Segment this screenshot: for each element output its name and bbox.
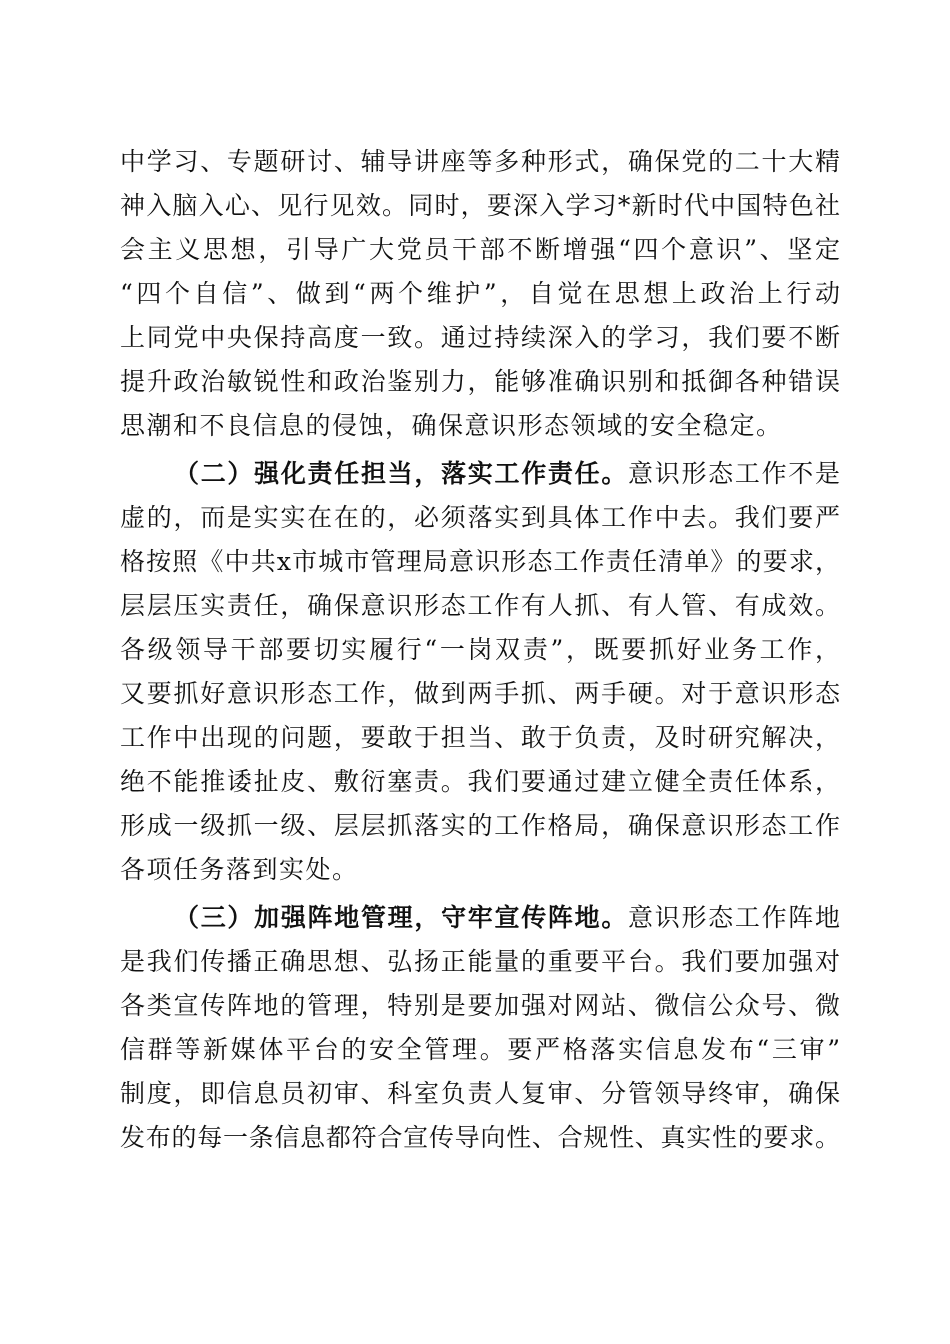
paragraph-2-line: 各项任务落到实处。	[120, 855, 359, 884]
section-heading-3: （三）加强阵地管理，守牢宣传阵地。	[174, 903, 629, 932]
paragraph-1-line: 思潮和不良信息的侵蚀，确保意识形态领域的安全稳定。	[120, 411, 783, 440]
paragraph-1-line: 提升政治敏锐性和政治鉴别力，能够准确识别和抵御各种错误	[120, 367, 840, 396]
paragraph-1-line: 会主义思想，引导广大党员干部不断增强“四个意识”、坚定	[120, 235, 840, 264]
paragraph-3-line: 发布的每一条信息都符合宣传导向性、合规性、真实性的要求。	[120, 1123, 840, 1152]
paragraph-3-line: 信群等新媒体平台的安全管理。要严格落实信息发布“三审”	[120, 1035, 840, 1064]
paragraph-3-line: 各类宣传阵地的管理，特别是要加强对网站、微信公众号、微	[120, 991, 840, 1020]
paragraph-3-line: 意识形态工作阵地	[628, 903, 840, 932]
section-heading-2: （二）强化责任担当，落实工作责任。	[174, 459, 629, 488]
paragraph-2-line: 各级领导干部要切实履行“一岗双责”，既要抓好业务工作，	[120, 635, 840, 664]
paragraph-2-line: 层层压实责任，确保意识形态工作有人抓、有人管、有成效。	[120, 591, 840, 620]
paragraph-2-line: 虚的，而是实实在在的，必须落实到具体工作中去。我们要严	[120, 503, 840, 532]
paragraph-2-line: 又要抓好意识形态工作，做到两手抓、两手硬。对于意识形态	[120, 679, 840, 708]
paragraph-3-line: 制度，即信息员初审、科室负责人复审、分管领导终审，确保	[120, 1079, 840, 1108]
paragraph-2-line: 工作中出现的问题，要敢于担当、敢于负责，及时研究解决，	[120, 723, 840, 752]
paragraph-2-line: 意识形态工作不是	[628, 459, 840, 488]
paragraph-1-line: 上同党中央保持高度一致。通过持续深入的学习，我们要不断	[120, 323, 840, 352]
paragraph-2-first-line	[174, 452, 840, 496]
paragraph-2-line: 格按照《中共x市城市管理局意识形态工作责任清单》的要求，	[120, 547, 840, 576]
paragraph-2-line: 绝不能推诿扯皮、敷衍塞责。我们要通过建立健全责任体系，	[120, 767, 840, 796]
paragraph-3-line: 是我们传播正确思想、弘扬正能量的重要平台。我们要加强对	[120, 947, 840, 976]
paragraph-2-line: 形成一级抓一级、层层抓落实的工作格局，确保意识形态工作	[120, 811, 840, 840]
paragraph-1-line: 神入脑入心、见行见效。同时，要深入学习*新时代中国特色社	[120, 191, 840, 220]
paragraph-3-first-line	[174, 896, 840, 940]
paragraph-1-line: 中学习、专题研讨、辅导讲座等多种形式，确保党的二十大精	[120, 147, 840, 176]
paragraph-1-line: “四个自信”、做到“两个维护”，自觉在思想上政治上行动	[120, 279, 840, 308]
